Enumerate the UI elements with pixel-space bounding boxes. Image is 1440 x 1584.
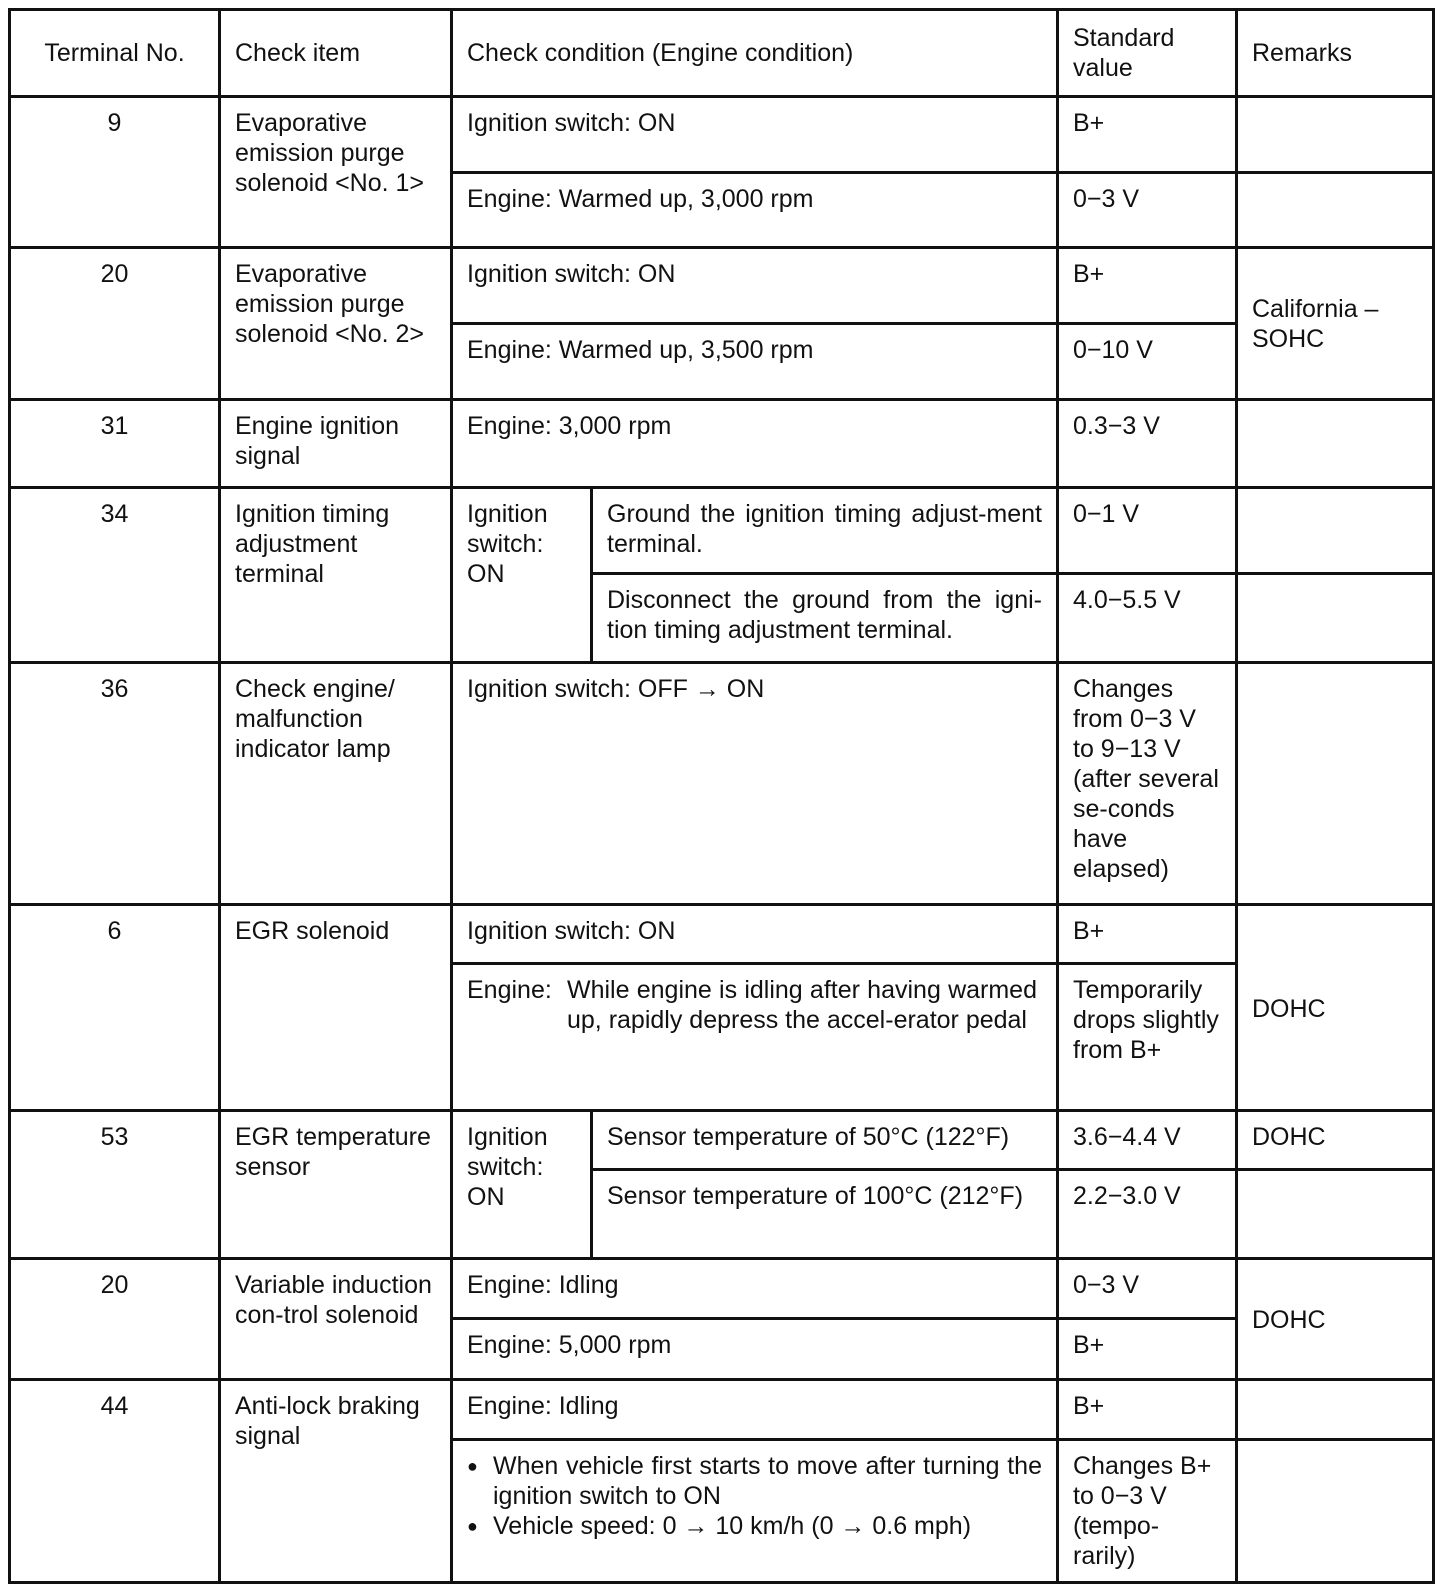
header-terminal-no: Terminal No. <box>10 10 220 97</box>
header-standard-value: Standard value <box>1058 10 1237 97</box>
check-item: Variable induction con-trol solenoid <box>220 1258 452 1379</box>
terminal-number: 6 <box>10 905 220 1111</box>
standard-value: B+ <box>1058 905 1237 964</box>
check-item: Evaporative emission purge solenoid <No. 1> <box>220 96 452 247</box>
check-item: Ignition timing adjustment terminal <box>220 487 452 663</box>
terminal-number: 20 <box>10 1258 220 1379</box>
condition-text: While engine is idling after having warmed up, rapidly depress the accel-erator pedal <box>567 976 1037 1035</box>
terminal-number: 53 <box>10 1111 220 1258</box>
remarks-cell <box>1237 172 1434 248</box>
remarks-cell <box>1237 1379 1434 1440</box>
table-row <box>10 96 1434 172</box>
terminal-number: 44 <box>10 1379 220 1582</box>
standard-value: B+ <box>1058 1379 1237 1440</box>
remarks-cell: DOHC <box>1237 905 1434 1111</box>
standard-value: 0.3−3 V <box>1058 399 1237 487</box>
bullet-item: ● When vehicle first starts to move after turning the ignition switch to ON <box>493 1451 1042 1511</box>
table-row <box>10 1379 1434 1440</box>
remarks-cell <box>1237 1169 1434 1258</box>
standard-value: Changes B+ to 0−3 V (tempo-rarily) <box>1058 1440 1237 1583</box>
remarks-cell: DOHC <box>1237 1111 1434 1170</box>
remarks-cell <box>1237 399 1434 487</box>
table-row <box>10 399 1434 487</box>
standard-value: 4.0−5.5 V <box>1058 574 1237 663</box>
check-item: Anti-lock braking signal <box>220 1379 452 1582</box>
check-condition: Engine: Warmed up, 3,000 rpm <box>452 172 1058 248</box>
remarks-cell <box>1237 96 1434 172</box>
check-condition: Sensor temperature of 50°C (122°F) <box>592 1111 1058 1170</box>
table-row <box>10 487 1434 574</box>
check-condition: Engine: 3,000 rpm <box>452 399 1058 487</box>
terminal-number: 31 <box>10 399 220 487</box>
check-condition <box>452 1440 1058 1583</box>
check-condition: Engine: Idling <box>452 1379 1058 1440</box>
check-item: Evaporative emission purge solenoid <No. 2> <box>220 248 452 399</box>
standard-value: 0−3 V <box>1058 172 1237 248</box>
remarks-cell <box>1237 1440 1434 1583</box>
check-condition <box>452 964 1058 1111</box>
check-condition: Ignition switch: ON <box>452 248 1058 324</box>
standard-value: 3.6−4.4 V <box>1058 1111 1237 1170</box>
condition-label: Engine: <box>467 976 552 1005</box>
header-check-item: Check item <box>220 10 452 97</box>
standard-value: B+ <box>1058 1319 1237 1380</box>
standard-value: Temporarily drops slightly from B+ <box>1058 964 1237 1111</box>
table-row <box>10 663 1434 905</box>
condition-group: Ignition switch: ON <box>452 487 592 663</box>
check-condition: Engine: Warmed up, 3,500 rpm <box>452 323 1058 399</box>
remarks-cell: DOHC <box>1237 1258 1434 1379</box>
check-condition: Ignition switch: OFF → ON <box>452 663 1058 905</box>
check-condition: Ignition switch: ON <box>452 96 1058 172</box>
table-row <box>10 1258 1434 1319</box>
remarks-cell <box>1237 574 1434 663</box>
standard-value: B+ <box>1058 248 1237 324</box>
check-condition: Engine: 5,000 rpm <box>452 1319 1058 1380</box>
standard-value: 0−1 V <box>1058 487 1237 574</box>
terminal-number: 9 <box>10 96 220 247</box>
bullet-item: ● Vehicle speed: 0 → 10 km/h (0 → 0.6 mph) <box>493 1511 1042 1541</box>
table-header-row <box>10 10 1434 97</box>
check-condition: Ignition switch: ON <box>452 905 1058 964</box>
header-remarks: Remarks <box>1237 10 1434 97</box>
condition-bullet-list <box>467 1451 1042 1541</box>
check-item: EGR temperature sensor <box>220 1111 452 1258</box>
standard-value: 0−3 V <box>1058 1258 1237 1319</box>
standard-value: B+ <box>1058 96 1237 172</box>
condition-group: Ignition switch: ON <box>452 1111 592 1258</box>
check-condition: Sensor temperature of 100°C (212°F) <box>592 1169 1058 1258</box>
terminal-check-table <box>8 8 1435 1584</box>
check-item: Engine ignition signal <box>220 399 452 487</box>
standard-value: 0−10 V <box>1058 323 1237 399</box>
remarks-cell <box>1237 663 1434 905</box>
standard-value: Changes from 0−3 V to 9−13 V (after several se-conds have elapsed) <box>1058 663 1237 905</box>
table-row <box>10 1111 1434 1170</box>
terminal-number: 34 <box>10 487 220 663</box>
table-row <box>10 905 1434 964</box>
terminal-number: 20 <box>10 248 220 399</box>
remarks-cell: California –SOHC <box>1237 248 1434 399</box>
check-item: EGR solenoid <box>220 905 452 1111</box>
header-check-condition: Check condition (Engine condition) <box>452 10 1058 97</box>
check-condition: Ground the ignition timing adjust-ment terminal. <box>592 487 1058 574</box>
table-row <box>10 248 1434 324</box>
check-condition: Engine: Idling <box>452 1258 1058 1319</box>
terminal-number: 36 <box>10 663 220 905</box>
standard-value: 2.2−3.0 V <box>1058 1169 1237 1258</box>
check-condition: Disconnect the ground from the igni-tion timing adjustment terminal. <box>592 574 1058 663</box>
remarks-cell <box>1237 487 1434 574</box>
check-item: Check engine/ malfunction indicator lamp <box>220 663 452 905</box>
